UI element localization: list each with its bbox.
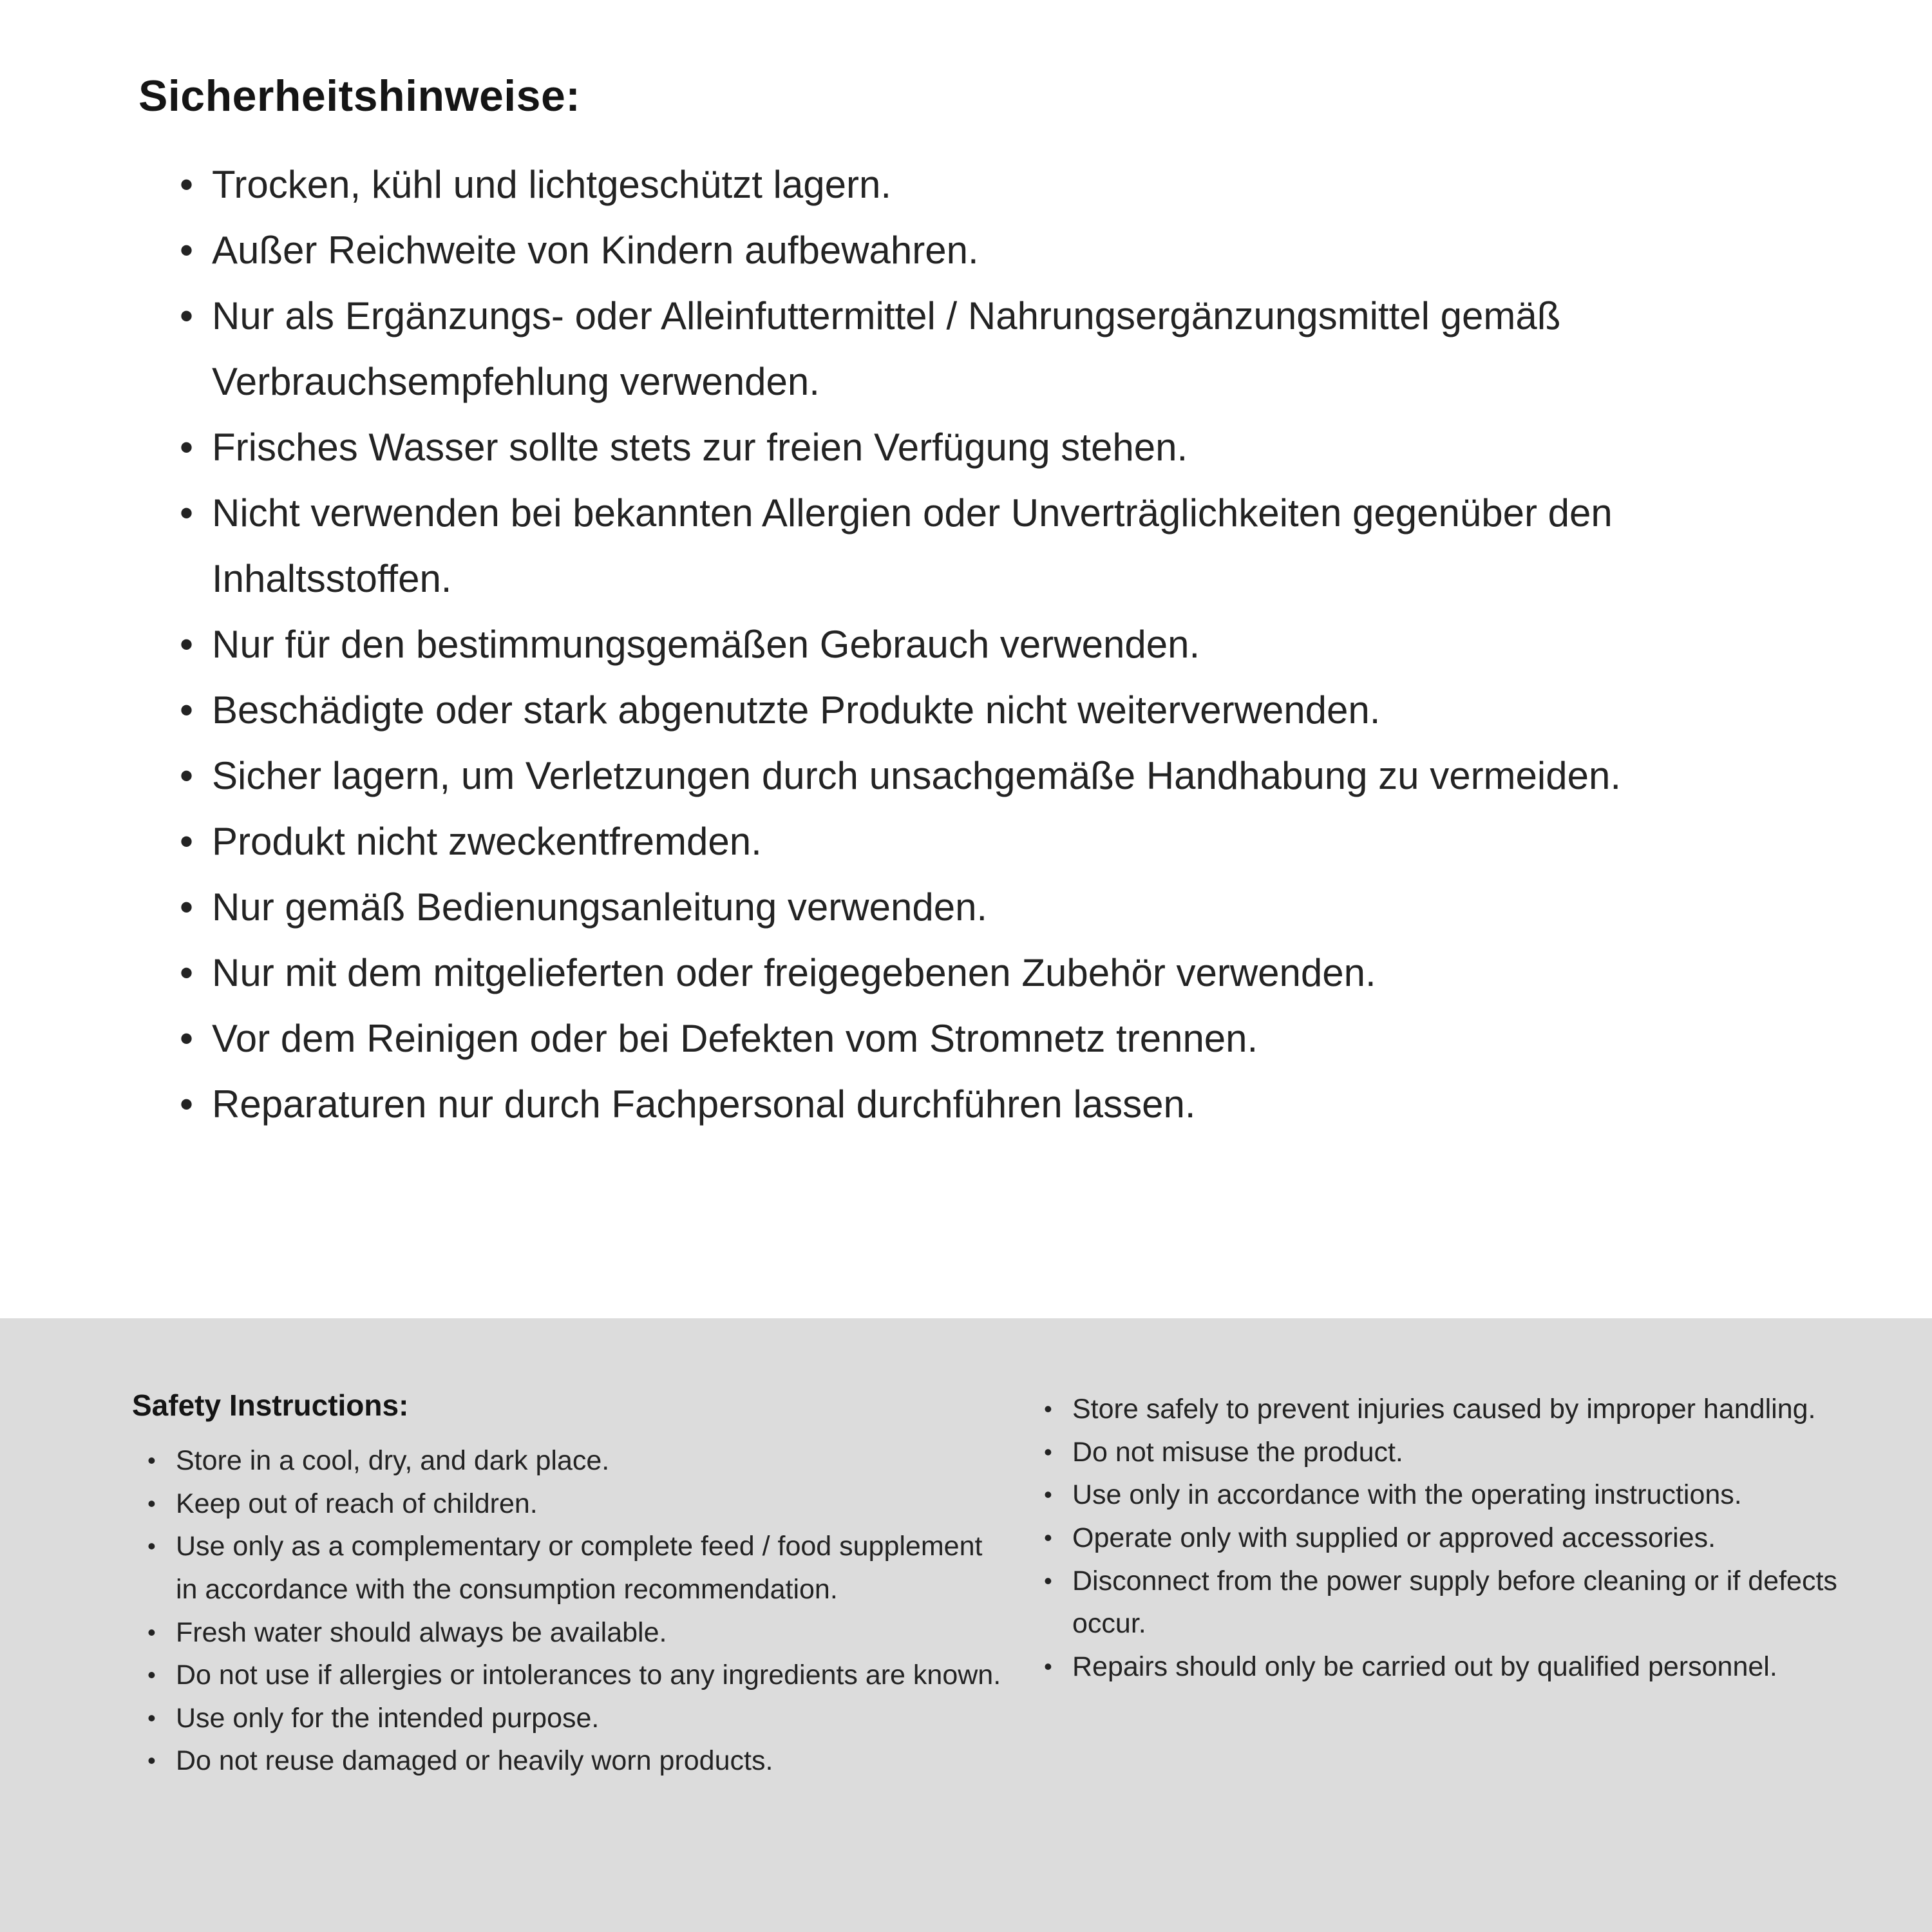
english-safety-list-item: • Use only for the intended purpose. [147, 1697, 1008, 1740]
german-safety-list-item: • Nur für den bestimmungsgemäßen Gebrauch verwenden. [180, 612, 1829, 677]
english-safety-list-item: • Operate only with supplied or approved accessories. [1044, 1517, 1849, 1560]
english-right-column [1044, 1388, 1849, 1688]
english-safety-list-item: • Disconnect from the power supply before cleaning or if defects occur. [1044, 1560, 1849, 1645]
english-safety-list-item: • Repairs should only be carried out by qualified personnel. [1044, 1645, 1849, 1689]
german-safety-list-item: • Nur mit dem mitgelieferten oder freigegebenen Zubehör verwenden. [180, 940, 1829, 1006]
german-safety-list-item: • Sicher lagern, um Verletzungen durch unsachgemäße Handhabung zu vermeiden. [180, 743, 1829, 809]
english-safety-list-item: • Fresh water should always be available. [147, 1611, 1008, 1654]
german-safety-list [138, 152, 1829, 1137]
english-safety-list-item: • Do not use if allergies or intolerances to any ingredients are known. [147, 1654, 1008, 1697]
german-safety-list-item: • Reparaturen nur durch Fachpersonal durchführen lassen. [180, 1072, 1829, 1137]
english-safety-list-item: • Do not reuse damaged or heavily worn products. [147, 1739, 1008, 1783]
english-safety-list-item: • Do not misuse the product. [1044, 1431, 1849, 1474]
english-safety-list-item: • Store in a cool, dry, and dark place. [147, 1439, 1008, 1482]
german-safety-list-item: • Produkt nicht zweckentfremden. [180, 809, 1829, 875]
english-safety-list-item: • Keep out of reach of children. [147, 1482, 1008, 1526]
english-safety-list-left [132, 1439, 1008, 1783]
english-safety-list-right [1044, 1388, 1849, 1688]
english-section-title: Safety Instructions: [132, 1388, 409, 1422]
english-left-column [132, 1388, 1008, 1783]
german-safety-list-item: • Nur als Ergänzungs- oder Alleinfuttermittel / Nahrungsergänzungsmittel gemäß Verbrauchsempfehlung verwenden. [180, 283, 1829, 415]
english-safety-list-item: • Use only as a complementary or complete feed / food supplement in accordance with the consumption recommendation. [147, 1525, 1008, 1611]
english-safety-list-item: • Store safely to prevent injuries caused by improper handling. [1044, 1388, 1849, 1431]
german-safety-list-item: • Trocken, kühl und lichtgeschützt lagern. [180, 152, 1829, 218]
german-safety-list-item: • Nicht verwenden bei bekannten Allergien oder Unverträglichkeiten gegenüber den Inhaltsstoffen. [180, 480, 1829, 612]
german-safety-list-item: • Frisches Wasser sollte stets zur freien Verfügung stehen. [180, 415, 1829, 480]
german-safety-list-item: • Nur gemäß Bedienungsanleitung verwenden. [180, 875, 1829, 940]
german-safety-list-item: • Vor dem Reinigen oder bei Defekten vom Stromnetz trennen. [180, 1006, 1829, 1072]
german-section-title: Sicherheitshinweise: [138, 71, 581, 120]
english-safety-section [0, 1318, 1932, 1932]
english-safety-list-item: • Use only in accordance with the operating instructions. [1044, 1473, 1849, 1517]
german-safety-list-item: • Außer Reichweite von Kindern aufbewahren. [180, 218, 1829, 283]
german-safety-list-item: • Beschädigte oder stark abgenutzte Produkte nicht weiterverwenden. [180, 677, 1829, 743]
